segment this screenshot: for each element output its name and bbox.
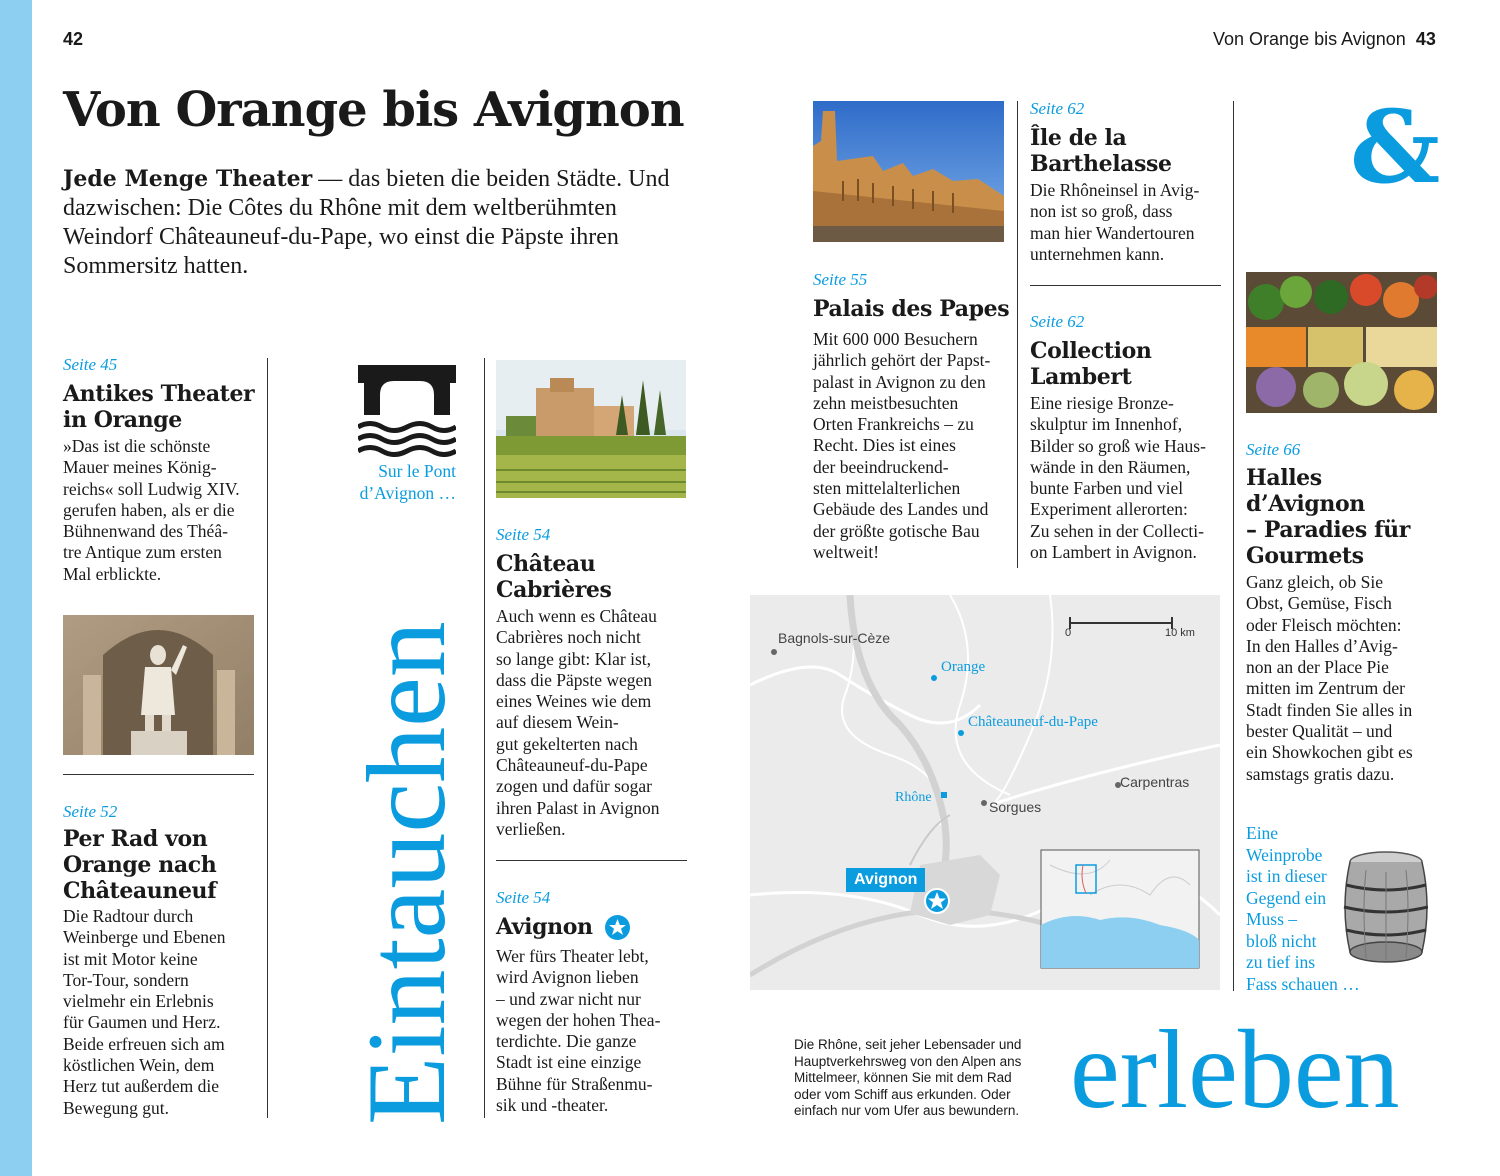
chateau-photo [496, 360, 686, 498]
running-header: Von Orange bis Avignon 43 [1213, 29, 1436, 49]
article-title: Halles d’Avignon – Paradies für Gourmets [1246, 465, 1410, 569]
article-body: »Das ist die schönste Mauer meines König- reichs« soll Ludwig XIV. gerufen haben, als er die Bühnenwand des Théâ- tre Antique zum ersten Mal erblickte. [63, 436, 240, 584]
barrel-icon [1338, 850, 1428, 965]
article-body: Die Rhôneinsel in Avig- non ist so groß, dass man hier Wandertouren unternehmen kann. [1030, 180, 1200, 264]
page-ref: Seite 52 [63, 802, 118, 821]
article-body: Auch wenn es Château Cabrières noch nicht so lange gibt: Klar ist, dass die Päpste wegen eines Weines wie dem auf diesem Wein- gut gekelterten nach Châteauneuf-du-Pape zogen und dafür sogar ihren Palast in Avignon verließen. [496, 606, 660, 839]
page-ref: Seite 62 [1030, 312, 1085, 331]
article-per-rad [63, 802, 263, 1119]
article-title: Palais des Papes [813, 296, 1010, 322]
article-collection [1030, 312, 1225, 563]
divider [496, 860, 687, 861]
vertical-title-eintauchen: Eintauchen [345, 621, 469, 1125]
article-title: Collection Lambert [1030, 338, 1152, 390]
intro-lead: Jede Menge Theater [63, 166, 313, 192]
map-label-bagnols: Bagnols-sur-Cèze [778, 630, 891, 646]
page-edge-bar [0, 0, 32, 1176]
scale-end: 10 km [1165, 627, 1195, 639]
page-ref: Seite 55 [813, 270, 868, 289]
divider [1030, 285, 1221, 286]
page-number-right: 43 [1415, 29, 1436, 49]
article-title: Château Cabrières [496, 551, 612, 603]
article-body: Mit 600 000 Besuchern jährlich gehört der Papst- palast in Avignon zu den zehn meistbesuchten Orten Frankreichs – zu Recht. Dies ist eines der beeindruckend- sten mittelalterlichen Gebäude des Landes und der größte gotische Bau weltweit! [813, 329, 991, 562]
palais-photo [813, 101, 1004, 242]
weinprobe-caption: Eine Weinprobe ist in dieser Gegend ein Muss – bloß nicht zu tief ins Fass schauen … [1246, 823, 1360, 994]
map-label-avignon: Avignon [846, 868, 925, 892]
ampersand-title: & [1350, 88, 1441, 206]
region-map [750, 595, 1220, 990]
page-ref: Seite 54 [496, 525, 551, 544]
map-label-rhone: Rhône [895, 790, 932, 805]
pont-caption: Sur le Pont d’Avignon … [359, 461, 456, 503]
article-halles [1246, 440, 1446, 785]
column-rule [267, 358, 268, 1118]
article-body: Wer fürs Theater lebt, wird Avignon lieben – und zwar nicht nur wegen der hohen Thea- terdichte. Die ganze Stadt ist eine einzige Bühne für Straßenmu- sik und -theater. [496, 946, 661, 1116]
article-title: Antikes Theater in Orange [63, 381, 255, 433]
map-label-carpentras: Carpentras [1120, 774, 1190, 790]
article-title: Avignon [496, 914, 691, 940]
page-ref: Seite 66 [1246, 440, 1301, 459]
column-rule [1017, 101, 1018, 568]
article-body: Ganz gleich, ob Sie Obst, Gemüse, Fisch oder Fleisch möchten: In den Halles d’Avig- non an der Place Pie mitten im Zentrum der Stadt finden Sie alles in bester Qualität – und ein Showkochen gibt es samstags gratis dazu. [1246, 572, 1413, 784]
intro-paragraph: Jede Menge Theater — das bieten die beiden Städte. Und dazwischen: Die Côtes du Rhône mit dem weltberühmten Weindorf Châteauneuf-du-Pape, wo einst die Päpste ihren Sommersitz hatten. [63, 166, 670, 279]
column-rule [1233, 101, 1234, 991]
page-ref: Seite 54 [496, 888, 551, 907]
title-erleben: erleben [1070, 1008, 1400, 1132]
star-highlight-icon [605, 915, 630, 940]
article-body: Die Radtour durch Weinberge und Ebenen ist mit Motor keine Tor-Tour, sondern vielmehr ein Erlebnis für Gaumen und Herz. Beide erfreuen sich am köstlichen Wein, dem Herz tut außerdem die Bewegung gut. [63, 906, 226, 1118]
article-title: Per Rad von Orange nach Châteauneuf [63, 826, 217, 904]
statue-photo [63, 615, 254, 755]
divider [63, 774, 254, 775]
map-label-chateauneuf: Châteauneuf-du-Pape [968, 714, 1098, 730]
scale-start: 0 [1065, 627, 1072, 639]
bridge-icon [358, 365, 456, 457]
page-title: Von Orange bis Avignon [63, 82, 684, 138]
article-body: Eine riesige Bronze- skulptur im Innenhof, Bilder so groß wie Haus- wände in den Räumen, bunte Farben und viel Experiment allerorten: Zu sehen in der Collecti- on Lambert in Avignon. [1030, 393, 1206, 563]
page-ref: Seite 62 [1030, 99, 1085, 118]
article-palais [813, 270, 1013, 563]
map-label-orange: Orange [941, 659, 986, 675]
page-ref: Seite 45 [63, 355, 118, 374]
article-ile [1030, 99, 1225, 265]
map-label-sorgues: Sorgues [989, 799, 1042, 815]
article-avignon [496, 888, 691, 1116]
column-rule [484, 358, 485, 1118]
market-photo [1246, 272, 1437, 413]
article-antikes-theater [63, 355, 258, 585]
map-caption: Die Rhône, seit jeher Lebensader und Hauptverkehrsweg von den Alpen ans Mittelmeer, können Sie mit dem Rad oder vom Schiff aus erkunden. Oder einfach nur vom Ufer aus bewundern. [794, 1037, 1022, 1118]
article-chateau-cabrieres [496, 525, 691, 840]
article-title: Île de la Barthelasse [1030, 125, 1172, 177]
page-number-left: 42 [63, 29, 84, 49]
